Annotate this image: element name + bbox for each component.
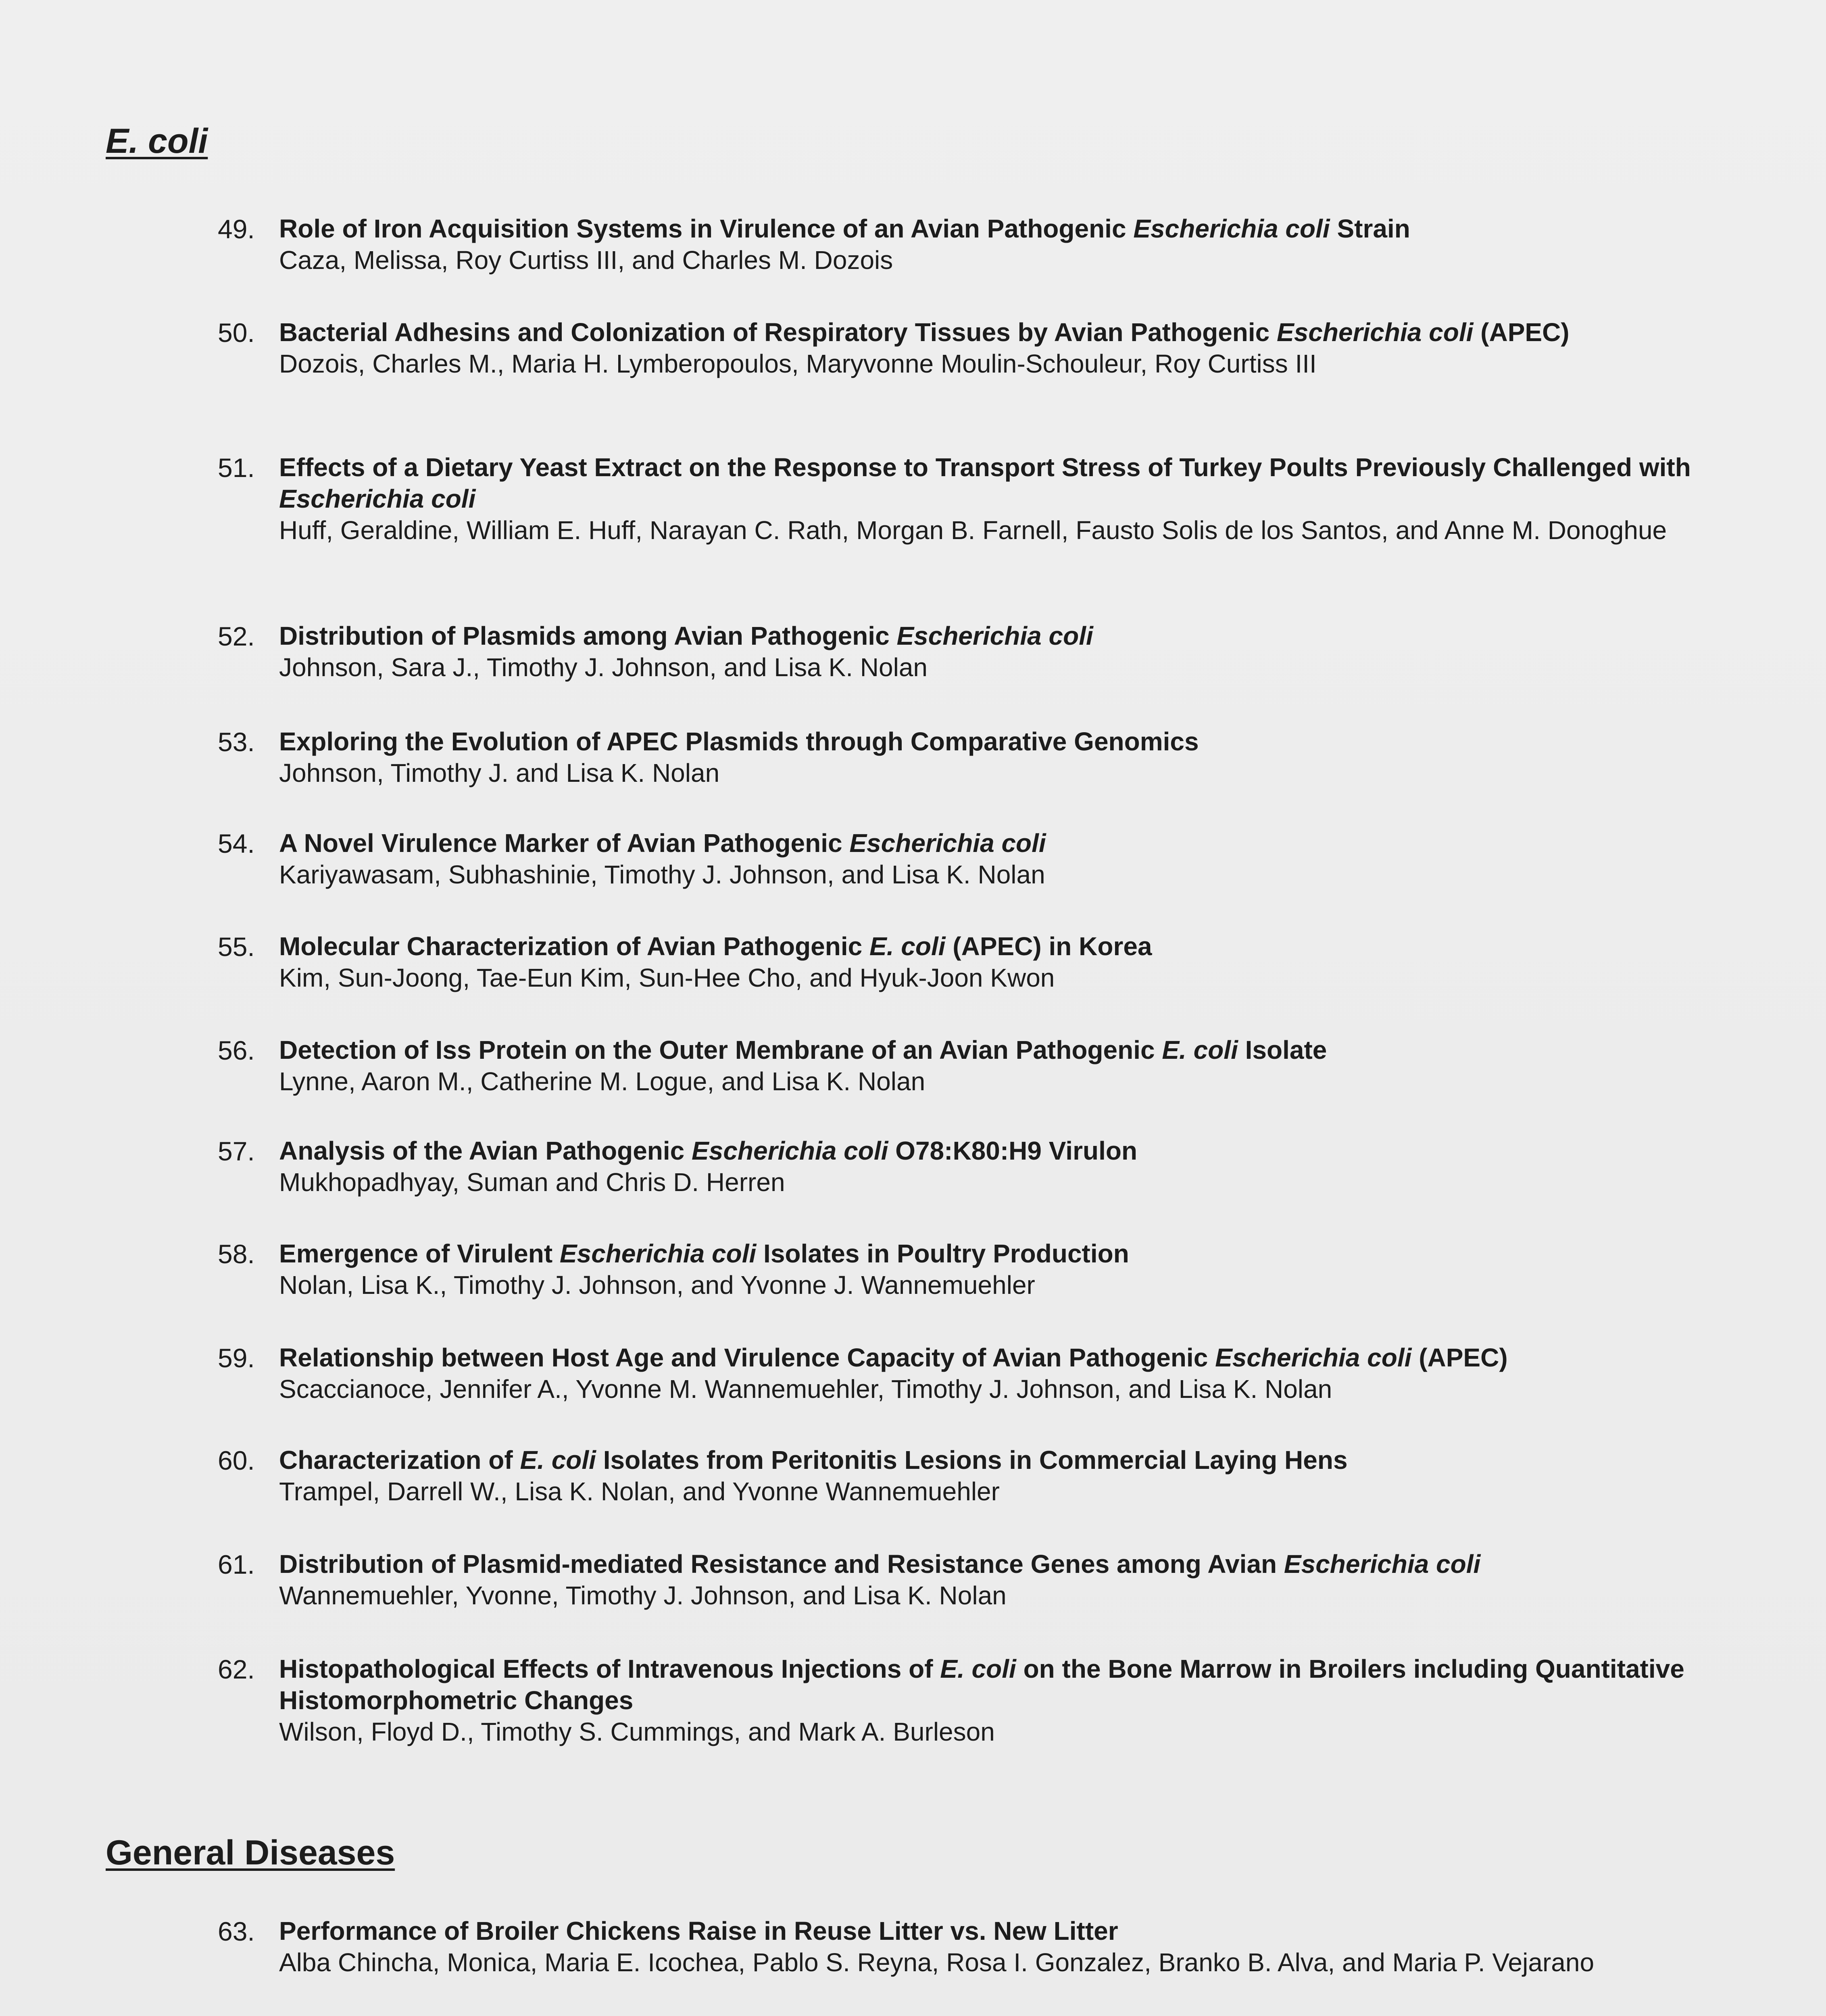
entry-number: 58. [218, 1239, 255, 1269]
entry-title: Analysis of the Avian Pathogenic Escherichia coli O78:K80:H9 Virulon [279, 1136, 1138, 1165]
entry-number: 54. [218, 829, 255, 858]
entry-title: Characterization of E. coli Isolates from Peritonitis Lesions in Commercial Laying Hens [279, 1445, 1348, 1475]
entry-title: Emergence of Virulent Escherichia coli Isolates in Poultry Production [279, 1239, 1129, 1268]
entry-number: 57. [218, 1136, 255, 1166]
list-item [218, 827, 1758, 890]
entry-title: Detection of Iss Protein on the Outer Membrane of an Avian Pathogenic E. coli Isolate [279, 1035, 1327, 1064]
entry-authors: Kim, Sun-Joong, Tae-Eun Kim, Sun-Hee Cho, and Hyuk-Joon Kwon [279, 963, 1055, 992]
entry-authors: Dozois, Charles M., Maria H. Lymberopoulos, Maryvonne Moulin-Schouleur, Roy Curtiss III [279, 349, 1317, 378]
list-item [218, 1915, 1758, 1978]
entry-title: Effects of a Dietary Yeast Extract on the Response to Transport Stress of Turkey Poults Previously Challenged with Escherichia coli [279, 453, 1691, 513]
entry-title: Distribution of Plasmids among Avian Pathogenic Escherichia coli [279, 621, 1093, 650]
entry-authors: Huff, Geraldine, William E. Huff, Narayan C. Rath, Morgan B. Farnell, Fausto Solis de los Santos, and Anne M. Donoghue [279, 516, 1667, 545]
list-item [218, 1034, 1758, 1097]
entry-authors: Kariyawasam, Subhashinie, Timothy J. Johnson, and Lisa K. Nolan [279, 860, 1045, 889]
entry-number: 50. [218, 318, 255, 348]
list-item [218, 931, 1758, 993]
entry-authors: Lynne, Aaron M., Catherine M. Logue, and Lisa K. Nolan [279, 1067, 926, 1096]
entry-title: Histopathological Effects of Intravenous Injections of E. coli on the Bone Marrow in Broilers including Quantitative Histomorphometric Changes [279, 1654, 1684, 1715]
entry-authors: Trampel, Darrell W., Lisa K. Nolan, and Yvonne Wannemuehler [279, 1477, 1000, 1506]
entry-number: 61. [218, 1549, 255, 1579]
list-item [218, 620, 1758, 683]
entry-number: 62. [218, 1654, 255, 1684]
entry-authors: Johnson, Timothy J. and Lisa K. Nolan [279, 758, 720, 787]
list-item [218, 213, 1758, 276]
list-item [218, 726, 1758, 789]
list-item [218, 1135, 1758, 1198]
entry-authors: Johnson, Sara J., Timothy J. Johnson, and Lisa K. Nolan [279, 653, 928, 682]
list-item [218, 1444, 1758, 1507]
entry-authors: Alba Chincha, Monica, Maria E. Icochea, Pablo S. Reyna, Rosa I. Gonzalez, Branko B. Alva, and Maria P. Vejarano [279, 1948, 1595, 1977]
entry-title: Bacterial Adhesins and Colonization of Respiratory Tissues by Avian Pathogenic Escherichia coli (APEC) [279, 318, 1570, 347]
list-item [218, 317, 1758, 379]
entry-title: Molecular Characterization of Avian Pathogenic E. coli (APEC) in Korea [279, 932, 1152, 961]
entry-number: 49. [218, 214, 255, 244]
entry-number: 55. [218, 932, 255, 962]
entry-number: 53. [218, 727, 255, 757]
entry-number: 59. [218, 1343, 255, 1373]
list-item [218, 1342, 1758, 1405]
entry-authors: Scaccianoce, Jennifer A., Yvonne M. Wannemuehler, Timothy J. Johnson, and Lisa K. Nolan [279, 1375, 1332, 1404]
entry-title: Performance of Broiler Chickens Raise in Reuse Litter vs. New Litter [279, 1916, 1118, 1945]
entry-title: Distribution of Plasmid-mediated Resistance and Resistance Genes among Avian Escherichia coli [279, 1549, 1481, 1579]
section-heading-general-diseases: General Diseases [106, 1833, 395, 1872]
entry-title: Relationship between Host Age and Virulence Capacity of Avian Pathogenic Escherichia coli (APEC) [279, 1343, 1508, 1372]
entry-authors: Nolan, Lisa K., Timothy J. Johnson, and Yvonne J. Wannemuehler [279, 1270, 1035, 1300]
entry-authors: Wilson, Floyd D., Timothy S. Cummings, and Mark A. Burleson [279, 1717, 995, 1746]
section-heading-e-coli: E. coli [106, 122, 208, 160]
list-item [218, 1548, 1758, 1611]
entry-authors: Wannemuehler, Yvonne, Timothy J. Johnson, and Lisa K. Nolan [279, 1581, 1007, 1610]
entry-authors: Mukhopadhyay, Suman and Chris D. Herren [279, 1168, 785, 1197]
entry-number: 52. [218, 621, 255, 651]
entry-number: 56. [218, 1035, 255, 1065]
entry-title: A Novel Virulence Marker of Avian Pathogenic Escherichia coli [279, 829, 1046, 858]
list-item [218, 1653, 1758, 1747]
entry-title: Role of Iron Acquisition Systems in Virulence of an Avian Pathogenic Escherichia coli Strain [279, 214, 1410, 243]
list-item [218, 1238, 1758, 1301]
entry-number: 51. [218, 453, 255, 483]
list-item [218, 452, 1758, 546]
entry-title: Exploring the Evolution of APEC Plasmids through Comparative Genomics [279, 727, 1199, 756]
entry-authors: Caza, Melissa, Roy Curtiss III, and Charles M. Dozois [279, 246, 893, 275]
entry-number: 60. [218, 1445, 255, 1475]
entry-number: 63. [218, 1916, 255, 1946]
